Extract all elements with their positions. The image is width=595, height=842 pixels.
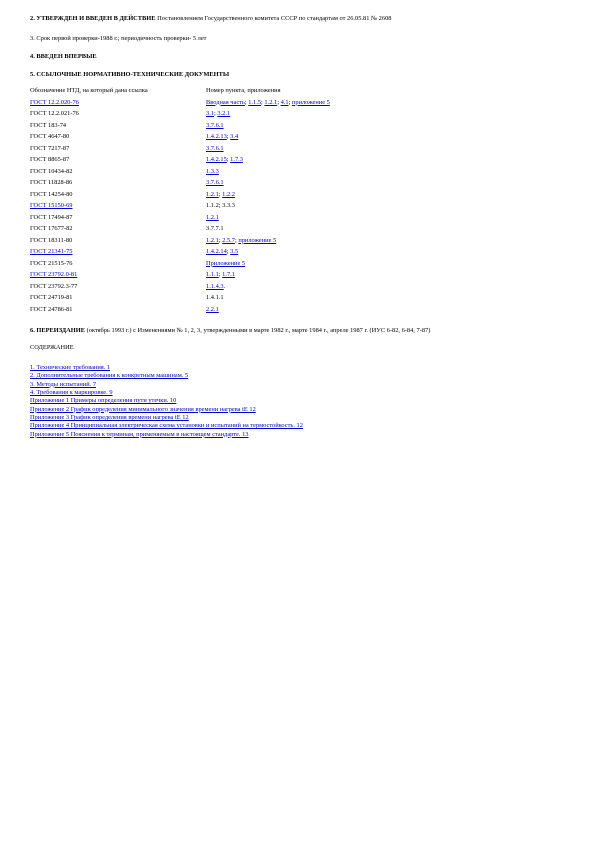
clause-text: 1.1.2; 3.3.3	[206, 202, 235, 209]
clause-link[interactable]: Приложение 5	[206, 259, 246, 267]
table-row	[30, 110, 330, 122]
document-cell	[30, 145, 206, 157]
clause-link[interactable]: 1.2.1	[206, 236, 219, 244]
clause-link[interactable]: 1.1.1	[206, 271, 219, 278]
clause-link[interactable]: 3.7.6.1	[206, 179, 224, 186]
document-label: ГОСТ 183-74	[30, 121, 67, 129]
column-header-document: Обозначение НТД, на который дана ссылка	[30, 87, 148, 94]
section-6-heading: 6. ПЕРЕИЗДАНИЕ	[30, 327, 85, 334]
clause-cell	[206, 122, 330, 134]
table-row	[30, 260, 330, 272]
document-label: ГОСТ 23792.3-77	[30, 282, 78, 290]
section-6-reissue	[30, 327, 570, 335]
table-row	[30, 191, 330, 203]
clause-link[interactable]: 2.5.7	[222, 236, 235, 244]
contents-list	[30, 364, 570, 439]
clause-link[interactable]: 1.2.1	[206, 213, 219, 221]
table-row	[30, 225, 330, 237]
document-cell	[30, 260, 206, 272]
document-cell	[30, 306, 206, 318]
clause-link[interactable]: 3.4	[230, 133, 239, 140]
contents-link[interactable]: Приложение 1 Примеры определения пути утечки. 10	[30, 397, 177, 405]
clause-text: 1.4.1.1	[206, 294, 224, 301]
document-label: ГОСТ 14254-80	[30, 190, 73, 198]
section-2-heading: 2. УТВЕРЖДЕН И ВВЕДЕН В ДЕЙСТВИЕ	[30, 15, 156, 22]
clause-text: ;	[244, 98, 249, 106]
clause-link[interactable]: 1.1.5	[248, 98, 262, 106]
clause-link[interactable]: 1.2.1	[264, 98, 278, 106]
table-body	[30, 99, 330, 318]
document-cell	[30, 283, 206, 295]
document-cell	[30, 191, 206, 203]
document-cell	[30, 156, 206, 168]
table-row	[30, 248, 330, 260]
table-row	[30, 202, 330, 214]
clause-link[interactable]: 1.4.2.14	[206, 248, 227, 255]
document-cell	[30, 237, 206, 249]
contents-link[interactable]: 3. Методы испытаний. 7	[30, 380, 97, 388]
table-row	[30, 306, 330, 318]
table-row	[30, 271, 330, 283]
clause-text: ;	[226, 133, 231, 140]
clause-cell	[206, 168, 330, 180]
document-label: ГОСТ 24719-81	[30, 294, 73, 301]
document-cell	[30, 179, 206, 191]
clause-text: ;	[261, 98, 265, 106]
clause-text: 3.7.7.1	[206, 225, 224, 232]
document-cell	[30, 214, 206, 226]
clause-text: ;	[226, 156, 231, 163]
contents-link[interactable]: Приложение 5 Пояснения к терминам, применяемым в настоящем стандарте. 13	[30, 430, 249, 438]
clause-cell	[206, 133, 330, 145]
clause-link[interactable]: 1.7.1	[222, 271, 235, 278]
clause-link[interactable]: 3.1	[206, 110, 214, 117]
clause-cell	[206, 214, 330, 226]
clause-cell	[206, 306, 330, 318]
section-2-text: Постановлением Государственного комитета СССР по стандартам от 26.05.81 № 2608	[155, 15, 392, 22]
contents-link[interactable]: 4. Требования к маркировке. 9	[30, 388, 113, 396]
document-label: ГОСТ 12.2.021-76	[30, 110, 79, 117]
table-row	[30, 214, 330, 226]
document-cell	[30, 110, 206, 122]
clause-link[interactable]: приложение 5	[238, 236, 277, 244]
clause-link[interactable]: 1.2.2	[222, 190, 235, 198]
clause-cell	[206, 294, 330, 306]
clause-text: ;	[277, 98, 281, 106]
table-row	[30, 133, 330, 145]
contents-link[interactable]: Приложение 3 График определения времени нагрева tE 12	[30, 413, 189, 421]
document-label: ГОСТ 18311-80	[30, 236, 73, 244]
document-label: ГОСТ 8865-87	[30, 156, 70, 163]
document-label: ГОСТ 10434-82	[30, 167, 73, 175]
document-cell	[30, 225, 206, 237]
clause-text: ;	[218, 236, 223, 244]
table-row	[30, 237, 330, 249]
document-label: ГОСТ 17494-87	[30, 213, 73, 221]
clause-text: ;	[214, 110, 218, 117]
document-link[interactable]: ГОСТ 12.2.020-76	[30, 98, 79, 106]
clause-link[interactable]: 4.1	[280, 98, 289, 106]
document-label: ГОСТ 4647-80	[30, 133, 70, 140]
document-cell	[30, 122, 206, 134]
clause-link[interactable]: Вводная часть	[206, 98, 245, 106]
clause-cell	[206, 110, 330, 122]
clause-cell	[206, 248, 330, 260]
table-row	[30, 294, 330, 306]
clause-link[interactable]: 3.7.6.1	[206, 144, 224, 152]
clause-text: ;	[234, 236, 239, 244]
clause-link[interactable]: 1.4.2.13	[206, 133, 227, 140]
document-cell	[30, 168, 206, 180]
clause-link[interactable]: 1.3.3	[206, 167, 219, 175]
section-5-heading: 5. ССЫЛОЧНЫЕ НОРМАТИВНО-ТЕХНИЧЕСКИЕ ДОКУМЕНТЫ	[30, 71, 230, 78]
clause-cell	[206, 202, 330, 214]
clause-link[interactable]: 3.2.1	[217, 110, 231, 117]
clause-text: ;	[218, 190, 223, 198]
clause-text: ;	[226, 248, 231, 255]
clause-link[interactable]: приложение 5	[291, 98, 330, 106]
clause-link[interactable]: 1.7.3	[230, 156, 243, 163]
table-row	[30, 145, 330, 157]
clause-cell	[206, 99, 330, 111]
contents-link[interactable]: Приложение 2 График определения минимального значения времени нагрева tE 12	[30, 405, 256, 413]
contents-link[interactable]: 2. Дополнительные требования к конкретным машинам. 5	[30, 372, 189, 380]
table-row	[30, 122, 330, 134]
table-row	[30, 156, 330, 168]
clause-cell	[206, 271, 330, 283]
clause-cell	[206, 179, 330, 191]
section-6-text: (октябрь 1993 г.) с Изменениями № 1, 2, 3, утвержденными в марте 1982 г., марте 1984 г., апреле 1987 г. (ИУС 6-82, 6-84, 7-87)	[84, 327, 431, 334]
clause-cell	[206, 260, 330, 272]
document-link[interactable]: ГОСТ 15150-69	[30, 202, 73, 209]
document-cell	[30, 99, 206, 111]
table-row	[30, 99, 330, 111]
clause-cell	[206, 191, 330, 203]
document-label: ГОСТ 7217-87	[30, 144, 70, 152]
document-cell	[30, 248, 206, 260]
document-link[interactable]: ГОСТ 21341-75	[30, 248, 73, 255]
document-label: ГОСТ 24786-81	[30, 305, 73, 313]
table-row	[30, 179, 330, 191]
document-page	[30, 15, 570, 439]
clause-cell	[206, 237, 330, 249]
document-label: ГОСТ 11828-86	[30, 179, 73, 186]
clause-text: .	[223, 282, 226, 290]
clause-cell	[206, 156, 330, 168]
clause-text: ;	[218, 271, 223, 278]
clause-link[interactable]: 1.1.4.3	[206, 282, 224, 290]
document-cell	[30, 294, 206, 306]
column-header-clause: Номер пункта, приложения	[206, 87, 281, 94]
table-row	[30, 168, 330, 180]
clause-link[interactable]: 2.2.1	[206, 305, 219, 313]
clause-cell	[206, 225, 330, 237]
clause-cell	[206, 145, 330, 157]
clause-text: ;	[288, 98, 292, 106]
document-label: ГОСТ 21515-76	[30, 259, 73, 267]
contents-link[interactable]: Приложение 4 Принципиальная электрическая схема установки и испытаний на термостойкость. 12	[30, 422, 303, 430]
document-link[interactable]: ГОСТ 23792.0-81	[30, 271, 78, 278]
section-2-approval	[30, 15, 570, 23]
document-cell	[30, 133, 206, 145]
clause-link[interactable]: 3.5	[230, 248, 239, 255]
document-cell	[30, 202, 206, 214]
clause-cell	[206, 283, 330, 295]
contents-heading: СОДЕРЖАНИЕ	[30, 344, 74, 351]
table-row	[30, 283, 330, 295]
table-header-row	[30, 87, 330, 99]
clause-link[interactable]: 1.2.1	[206, 190, 219, 198]
reference-documents-table	[30, 87, 330, 317]
clause-link[interactable]: 3.7.6.1	[206, 121, 224, 129]
contents-link[interactable]: 1. Технические требования. 1	[30, 364, 111, 371]
document-label: ГОСТ 17677-82	[30, 225, 73, 232]
clause-link[interactable]: 1.4.2.15	[206, 156, 227, 163]
section-4-heading: 4. ВВЕДЕН ВПЕРВЫЕ	[30, 53, 97, 60]
section-3-review-period: 3. Срок первой проверки-1988 г.; периодичность проверки- 5 лет	[30, 35, 207, 42]
document-cell	[30, 271, 206, 283]
